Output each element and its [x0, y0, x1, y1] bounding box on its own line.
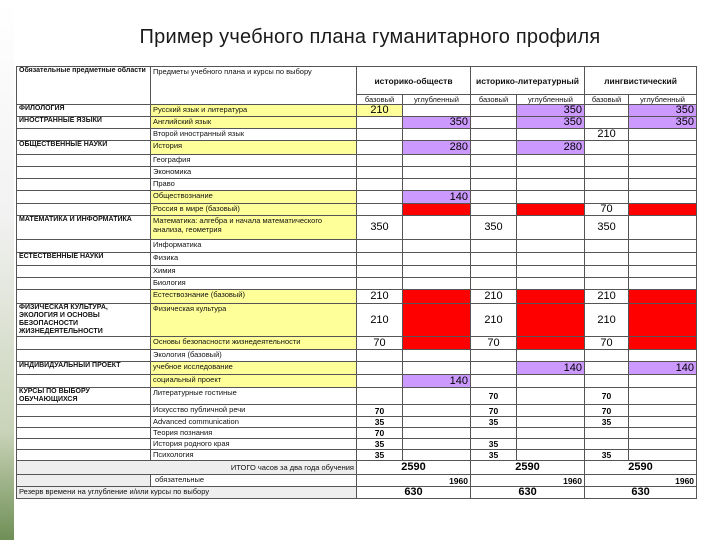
subject-cell: Математика: алгебра и начала математического анализа, геометрия [151, 216, 357, 240]
hours-cell [517, 450, 585, 461]
table-row [17, 388, 697, 405]
area-cell [17, 428, 151, 439]
hours-cell: 140 [629, 362, 697, 375]
table-row [17, 204, 697, 216]
subject-cell: История [151, 141, 357, 155]
hours-cell [629, 290, 697, 304]
hours-cell [403, 129, 471, 141]
hours-cell [357, 278, 403, 290]
hours-cell [403, 155, 471, 167]
hours-cell [629, 439, 697, 450]
hours-cell [403, 405, 471, 417]
hours-cell [403, 428, 471, 439]
subject-cell: Химия [151, 266, 357, 278]
area-cell [17, 266, 151, 278]
table-row [17, 240, 697, 253]
header-profile-2: историко-литературный [471, 67, 585, 95]
hours-cell: 35 [471, 450, 517, 461]
hours-cell [585, 439, 629, 450]
table-row [17, 253, 697, 266]
mandatory-profile-1: 1960 [357, 475, 471, 487]
hours-cell [585, 191, 629, 204]
subject-cell: Биология [151, 278, 357, 290]
total-profile-3: 2590 [585, 461, 697, 475]
hours-cell [629, 417, 697, 428]
table-row [17, 350, 697, 362]
hours-cell [629, 266, 697, 278]
hours-cell [357, 388, 403, 405]
hours-cell [403, 304, 471, 337]
hours-cell [357, 253, 403, 266]
area-cell: МАТЕМАТИКА И ИНФОРМАТИКА [17, 216, 151, 240]
area-cell [17, 129, 151, 141]
area-cell [17, 167, 151, 179]
reserve-label: Резерв времени на углубление и/или курсы по выбору [17, 487, 357, 499]
hours-cell [403, 105, 471, 117]
hours-cell [471, 191, 517, 204]
area-cell: КУРСЫ ПО ВЫБОРУ ОБУЧАЮЩИХСЯ [17, 388, 151, 405]
table-row [17, 417, 697, 428]
hours-cell: 350 [629, 105, 697, 117]
hours-cell [585, 155, 629, 167]
area-cell [17, 191, 151, 204]
hours-cell: 350 [585, 216, 629, 240]
area-cell [17, 204, 151, 216]
hours-cell [585, 428, 629, 439]
hours-cell: 70 [357, 405, 403, 417]
header-profile-3: лингвистический [585, 67, 697, 95]
hours-cell [471, 278, 517, 290]
hours-cell [585, 253, 629, 266]
area-cell: ИНОСТРАННЫЕ ЯЗЫКИ [17, 117, 151, 129]
subject-cell: Искусство публичной речи [151, 405, 357, 417]
hours-cell [357, 179, 403, 191]
hours-cell: 70 [585, 204, 629, 216]
subject-cell: Экология (базовый) [151, 350, 357, 362]
table-row [17, 216, 697, 240]
hours-cell: 350 [629, 117, 697, 129]
hours-cell [585, 105, 629, 117]
subject-cell: Второй иностранный язык [151, 129, 357, 141]
subheader-deep: углубленный [629, 95, 697, 105]
area-cell [17, 417, 151, 428]
reserve-row [17, 487, 697, 499]
hours-cell [517, 266, 585, 278]
total-profile-1: 2590 [357, 461, 471, 475]
subject-cell: Естествознание (базовый) [151, 290, 357, 304]
hours-cell: 350 [471, 216, 517, 240]
hours-cell [471, 141, 517, 155]
hours-cell [471, 204, 517, 216]
hours-cell [471, 362, 517, 375]
subheader-base: базовый [471, 95, 517, 105]
area-cell [17, 450, 151, 461]
hours-cell: 210 [471, 304, 517, 337]
hours-cell [403, 179, 471, 191]
table-row [17, 337, 697, 350]
header-area: Обязательные предметные области [17, 67, 151, 105]
reserve-profile-3: 630 [585, 487, 697, 499]
hours-cell [629, 253, 697, 266]
subheader-base: базовый [357, 95, 403, 105]
subject-cell: География [151, 155, 357, 167]
hours-cell [471, 375, 517, 388]
hours-cell: 35 [357, 417, 403, 428]
hours-cell [629, 141, 697, 155]
table-row [17, 405, 697, 417]
area-cell [17, 240, 151, 253]
hours-cell: 350 [403, 117, 471, 129]
hours-cell [357, 266, 403, 278]
hours-cell [629, 350, 697, 362]
hours-cell [471, 179, 517, 191]
hours-cell: 35 [357, 439, 403, 450]
hours-cell [357, 191, 403, 204]
table-row [17, 362, 697, 375]
table-row [17, 191, 697, 204]
hours-cell [629, 278, 697, 290]
subject-cell: Россия в мире (базовый) [151, 204, 357, 216]
table-row [17, 375, 697, 388]
hours-cell [403, 362, 471, 375]
hours-cell [517, 179, 585, 191]
hours-cell: 70 [471, 337, 517, 350]
table-row [17, 290, 697, 304]
reserve-label-top [17, 475, 151, 487]
table-row [17, 141, 697, 155]
table-row [17, 179, 697, 191]
hours-cell [517, 337, 585, 350]
hours-cell: 70 [357, 337, 403, 350]
hours-cell [357, 129, 403, 141]
hours-cell [471, 350, 517, 362]
hours-cell: 35 [585, 450, 629, 461]
header-profile-1: историко-обществ [357, 67, 471, 95]
hours-cell [629, 129, 697, 141]
subheader-deep: углубленный [517, 95, 585, 105]
hours-cell: 280 [403, 141, 471, 155]
hours-cell: 35 [585, 417, 629, 428]
hours-cell [517, 191, 585, 204]
hours-cell [629, 179, 697, 191]
hours-cell [403, 350, 471, 362]
hours-cell: 70 [585, 337, 629, 350]
hours-cell: 210 [585, 290, 629, 304]
hours-cell [517, 417, 585, 428]
hours-cell: 350 [357, 216, 403, 240]
table-row [17, 450, 697, 461]
area-cell [17, 290, 151, 304]
hours-cell [471, 167, 517, 179]
subject-cell: Основы безопасности жизнедеятельности [151, 337, 357, 350]
curriculum-table-container [16, 66, 696, 534]
hours-cell [629, 204, 697, 216]
table-row [17, 167, 697, 179]
hours-cell [471, 129, 517, 141]
hours-cell [517, 204, 585, 216]
hours-cell [517, 439, 585, 450]
total-profile-2: 2590 [471, 461, 585, 475]
table-row [17, 117, 697, 129]
hours-cell [629, 155, 697, 167]
subject-cell: Литературные гостиные [151, 388, 357, 405]
table-row [17, 105, 697, 117]
hours-cell [585, 117, 629, 129]
hours-cell: 70 [471, 405, 517, 417]
subject-cell: учебное исследование [151, 362, 357, 375]
area-cell: ОБЩЕСТВЕННЫЕ НАУКИ [17, 141, 151, 155]
hours-cell: 140 [403, 375, 471, 388]
hours-cell [517, 155, 585, 167]
totals-label: ИТОГО часов за два года обучения [17, 461, 357, 475]
header-subjects: Предметы учебного плана и курсы по выбору [151, 67, 357, 105]
area-cell: ЕСТЕСТВЕННЫЕ НАУКИ [17, 253, 151, 266]
hours-cell [403, 278, 471, 290]
table-row [17, 129, 697, 141]
hours-cell [629, 304, 697, 337]
area-cell [17, 278, 151, 290]
subject-cell: История родного края [151, 439, 357, 450]
hours-cell [471, 240, 517, 253]
subheader-deep: углубленный [403, 95, 471, 105]
hours-cell [585, 350, 629, 362]
hours-cell: 35 [471, 439, 517, 450]
hours-cell: 210 [585, 304, 629, 337]
hours-cell [517, 304, 585, 337]
subject-cell: Английский язык [151, 117, 357, 129]
area-cell [17, 337, 151, 350]
subject-cell: Информатика [151, 240, 357, 253]
table-row [17, 428, 697, 439]
hours-cell: 210 [357, 290, 403, 304]
table-row [17, 439, 697, 450]
hours-cell [403, 204, 471, 216]
hours-cell: 210 [585, 129, 629, 141]
hours-cell: 210 [357, 105, 403, 117]
hours-cell [585, 167, 629, 179]
hours-cell [357, 167, 403, 179]
table-row [17, 278, 697, 290]
subject-cell: Экономика [151, 167, 357, 179]
reserve-profile-1: 630 [357, 487, 471, 499]
hours-cell: 350 [517, 105, 585, 117]
subject-cell: Обществознание [151, 191, 357, 204]
hours-cell [517, 290, 585, 304]
curriculum-table [16, 66, 697, 499]
hours-cell: 35 [357, 450, 403, 461]
hours-cell [403, 240, 471, 253]
hours-cell: 35 [471, 417, 517, 428]
hours-cell [403, 290, 471, 304]
subject-cell: Физическая культура [151, 304, 357, 337]
totals-row [17, 461, 697, 475]
hours-cell [403, 337, 471, 350]
hours-cell [629, 428, 697, 439]
hours-cell [517, 240, 585, 253]
hours-cell [403, 216, 471, 240]
hours-cell: 70 [357, 428, 403, 439]
area-cell: ФИЛОЛОГИЯ [17, 105, 151, 117]
hours-cell [403, 450, 471, 461]
hours-cell [471, 428, 517, 439]
subject-cell: социальный проект [151, 375, 357, 388]
hours-cell [517, 428, 585, 439]
table-row [17, 155, 697, 167]
hours-cell [517, 388, 585, 405]
subject-cell: Психология [151, 450, 357, 461]
subject-cell: Теория познания [151, 428, 357, 439]
table-row [17, 266, 697, 278]
hours-cell [403, 439, 471, 450]
hours-cell [629, 450, 697, 461]
hours-cell [585, 278, 629, 290]
mandatory-label: обязательные [151, 475, 357, 487]
mandatory-row [17, 475, 697, 487]
hours-cell [357, 204, 403, 216]
area-cell: ФИЗИЧЕСКАЯ КУЛЬТУРА, ЭКОЛОГИЯ И ОСНОВЫ БЕЗОПАСНОСТИ ЖИЗНЕДЕЯТЕЛЬНОСТИ [17, 304, 151, 337]
hours-cell [471, 253, 517, 266]
hours-cell [357, 240, 403, 253]
hours-cell [517, 405, 585, 417]
hours-cell: 210 [471, 290, 517, 304]
subject-cell: Физика [151, 253, 357, 266]
hours-cell [517, 375, 585, 388]
hours-cell [403, 266, 471, 278]
hours-cell: 70 [471, 388, 517, 405]
hours-cell: 140 [517, 362, 585, 375]
hours-cell [629, 388, 697, 405]
hours-cell [629, 167, 697, 179]
reserve-profile-2: 630 [471, 487, 585, 499]
hours-cell [629, 405, 697, 417]
hours-cell [403, 388, 471, 405]
area-cell [17, 375, 151, 388]
subheader-base: базовый [585, 95, 629, 105]
hours-cell [629, 375, 697, 388]
mandatory-profile-3: 1960 [585, 475, 697, 487]
hours-cell [403, 253, 471, 266]
hours-cell [629, 240, 697, 253]
hours-cell [357, 155, 403, 167]
hours-cell [517, 167, 585, 179]
hours-cell [357, 375, 403, 388]
hours-cell [517, 278, 585, 290]
hours-cell [629, 191, 697, 204]
hours-cell [471, 105, 517, 117]
hours-cell: 210 [357, 304, 403, 337]
hours-cell [629, 216, 697, 240]
hours-cell [585, 240, 629, 253]
hours-cell [629, 337, 697, 350]
area-cell: ИНДИВИДУАЛЬНЫЙ ПРОЕКТ [17, 362, 151, 375]
page-title: Пример учебного плана гуманитарного профиля [139, 26, 601, 48]
area-cell [17, 155, 151, 167]
hours-cell [471, 155, 517, 167]
decorative-side-strip [0, 0, 14, 540]
mandatory-profile-2: 1960 [471, 475, 585, 487]
hours-cell: 350 [517, 117, 585, 129]
hours-cell [585, 362, 629, 375]
hours-cell [517, 350, 585, 362]
hours-cell [357, 350, 403, 362]
hours-cell [517, 216, 585, 240]
hours-cell: 70 [585, 388, 629, 405]
hours-cell [517, 129, 585, 141]
hours-cell [471, 117, 517, 129]
hours-cell [585, 375, 629, 388]
hours-cell: 70 [585, 405, 629, 417]
hours-cell [357, 141, 403, 155]
area-cell [17, 350, 151, 362]
hours-cell: 140 [403, 191, 471, 204]
hours-cell [585, 141, 629, 155]
subject-cell: Право [151, 179, 357, 191]
hours-cell [357, 362, 403, 375]
hours-cell: 280 [517, 141, 585, 155]
hours-cell [585, 179, 629, 191]
subject-cell: Русский язык и литература [151, 105, 357, 117]
hours-cell [471, 266, 517, 278]
hours-cell [585, 266, 629, 278]
hours-cell [403, 167, 471, 179]
area-cell [17, 179, 151, 191]
hours-cell [357, 117, 403, 129]
subject-cell: Advanced communication [151, 417, 357, 428]
area-cell [17, 405, 151, 417]
hours-cell [403, 417, 471, 428]
hours-cell [517, 253, 585, 266]
area-cell [17, 439, 151, 450]
table-row [17, 304, 697, 337]
